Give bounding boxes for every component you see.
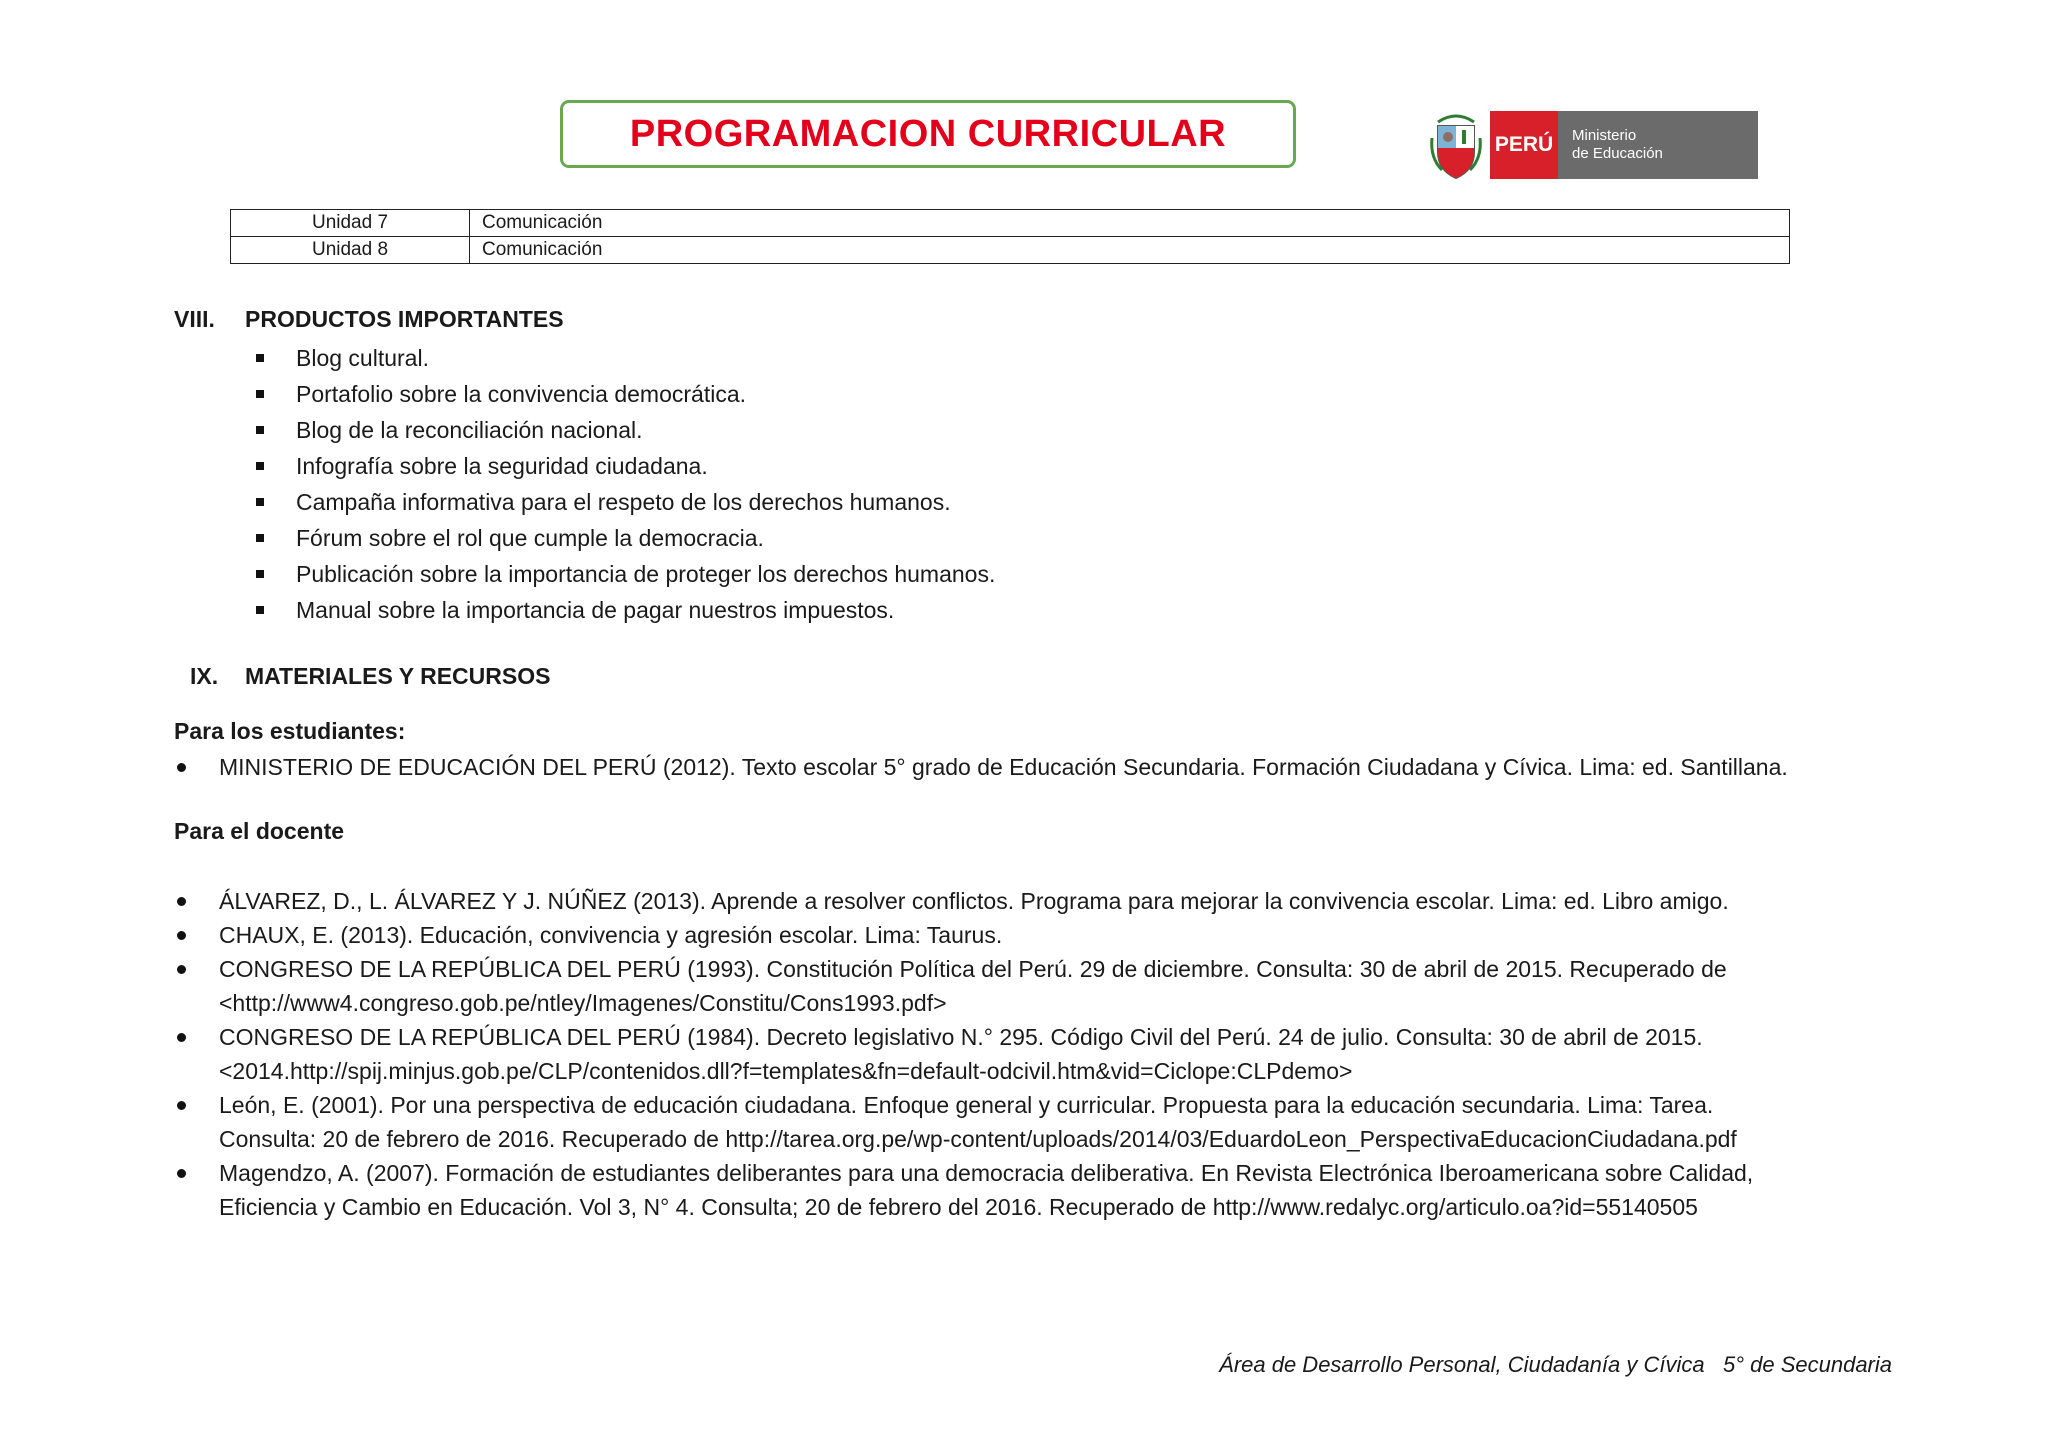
table-row <box>231 210 1790 237</box>
list-item: Fórum sobre el rol que cumple la democracia. <box>254 520 995 556</box>
list-item <box>174 918 1894 952</box>
bib-line: ÁLVAREZ, D., L. ÁLVAREZ Y J. NÚÑEZ (2013). Aprende a resolver conflictos. Programa para mejorar la convivencia escolar. Lima: ed. Libro amigo. <box>219 888 1729 914</box>
logo-ministry-line1: Ministerio <box>1572 127 1637 144</box>
page-footer <box>1219 1352 1892 1378</box>
title-box <box>560 100 1296 168</box>
section-number-8: VIII. <box>174 306 215 332</box>
list-item: Infografía sobre la seguridad ciudadana. <box>254 448 995 484</box>
table-cell-unit: Unidad 7 <box>231 210 470 237</box>
list-item <box>174 750 1894 784</box>
bib-line: Magendzo, A. (2007). Formación de estudiantes deliberantes para una democracia deliberativa. En Revista Electrónica Iberoamericana sobre Calidad, <box>219 1160 1754 1186</box>
bib-line: CONGRESO DE LA REPÚBLICA DEL PERÚ (1993). Constitución Política del Perú. 29 de diciembre. Consulta: 30 de abril de 2015. Recuperado de <box>219 956 1727 982</box>
list-item: Publicación sobre la importancia de proteger los derechos humanos. <box>254 556 995 592</box>
teacher-bibliography <box>174 884 1894 1224</box>
teacher-heading: Para el docente <box>174 818 345 844</box>
students-bibliography <box>174 750 1894 784</box>
list-item: Campaña informativa para el respeto de los derechos humanos. <box>254 484 995 520</box>
section-number-9: IX. <box>190 663 219 689</box>
students-heading: Para los estudiantes: <box>174 718 406 744</box>
list-item <box>174 884 1894 918</box>
list-item: Manual sobre la importancia de pagar nuestros impuestos. <box>254 592 995 628</box>
list-item: Portafolio sobre la convivencia democrática. <box>254 376 995 412</box>
table-cell-area: Comunicación <box>470 237 1790 264</box>
bib-line: Consulta: 20 de febrero de 2016. Recuperado de http://tarea.org.pe/wp-content/uploads/2014/03/EduardoLeon_PerspectivaEducacionCiudadana.pdf <box>219 1126 1737 1152</box>
list-item: Blog de la reconciliación nacional. <box>254 412 995 448</box>
logo-ministry <box>1558 111 1758 179</box>
bib-line: <http://www4.congreso.gob.pe/ntley/Imagenes/Constitu/Cons1993.pdf> <box>219 990 947 1016</box>
units-table <box>230 209 1790 264</box>
bib-line: Eficiencia y Cambio en Educación. Vol 3, N° 4. Consulta; 20 de febrero del 2016. Recuperado de http://www.redalyc.org/articulo.oa?id=55140505 <box>219 1194 1698 1220</box>
table-cell-unit: Unidad 8 <box>231 237 470 264</box>
table-cell-area: Comunicación <box>470 210 1790 237</box>
section-heading-products: PRODUCTOS IMPORTANTES <box>245 306 564 332</box>
logo-peru-label: PERÚ <box>1490 111 1558 179</box>
list-item: Blog cultural. <box>254 340 995 376</box>
bib-line: CHAUX, E. (2013). Educación, convivencia y agresión escolar. Lima: Taurus. <box>219 922 1003 948</box>
page-title: PROGRAMACION CURRICULAR <box>629 112 1227 155</box>
bib-line: <2014.http://spij.minjus.gob.pe/CLP/contenidos.dll?f=templates&fn=default-odcivil.htm&vid=Ciclope:CLPdemo> <box>219 1058 1353 1084</box>
bib-line: CONGRESO DE LA REPÚBLICA DEL PERÚ (1984). Decreto legislativo N.° 295. Código Civil del Perú. 24 de julio. Consulta: 30 de abril de 2015. <box>219 1024 1703 1050</box>
list-item <box>174 1156 1894 1224</box>
bib-line: León, E. (2001). Por una perspectiva de educación ciudadana. Enfoque general y curricular. Propuesta para la educación secundaria. Lima: Tarea. <box>219 1092 1714 1118</box>
footer-grade: 5° de Secundaria <box>1722 1352 1892 1377</box>
section-heading-materials: MATERIALES Y RECURSOS <box>245 663 551 689</box>
list-item <box>174 1020 1894 1088</box>
footer-area: Área de Desarrollo Personal, Ciudadanía y Cívica <box>1219 1352 1705 1377</box>
table-row <box>231 237 1790 264</box>
products-list <box>254 340 995 628</box>
logo-ministry-line2: de Educación <box>1572 145 1663 162</box>
bib-line: MINISTERIO DE EDUCACIÓN DEL PERÚ (2012). Texto escolar 5° grado de Educación Secundaria. Formación Ciudadana y Cívica. Lima: ed. Santillana. <box>219 754 1788 780</box>
peru-coat-of-arms-icon <box>1428 108 1484 182</box>
list-item <box>174 1088 1894 1156</box>
list-item <box>174 952 1894 1020</box>
minedu-logo <box>1428 108 1760 182</box>
